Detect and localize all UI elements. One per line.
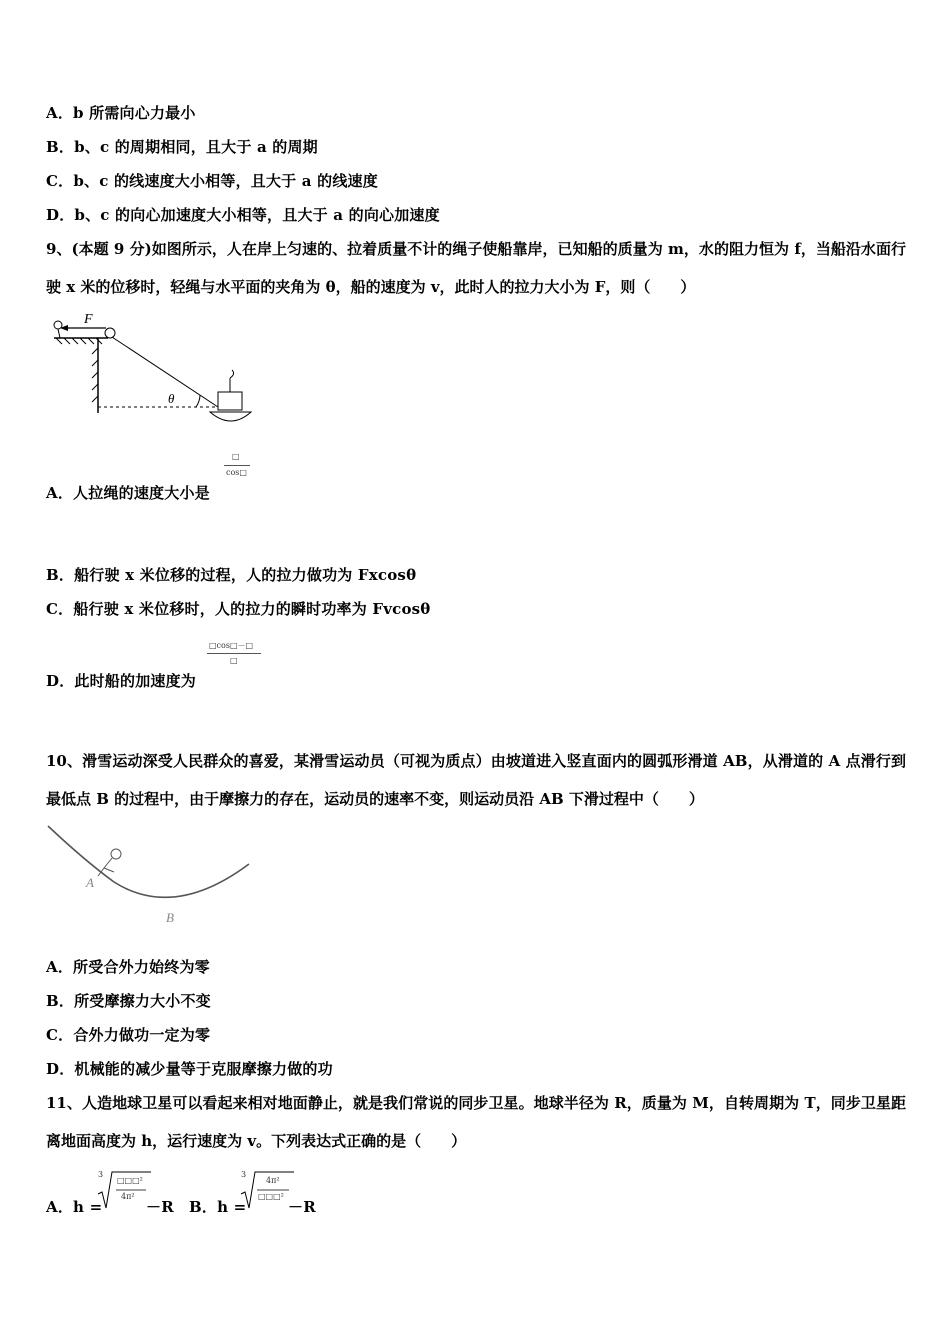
- boat-hull: [210, 412, 251, 421]
- skier-body: [98, 858, 114, 876]
- q9-stem: 9、(本题 9 分)如图所示，人在岸上匀速的、拉着质量不计的绳子使船靠岸，已知船的质量为 m，水的阻力恒为 f，当船沿水面行驶 x 米的位移时，轻绳与水平面的夹角为 θ，船的速度为 v，此时人的拉力大小为 F，则（ ）: [46, 240, 906, 296]
- force-arrowhead: [60, 325, 68, 331]
- q11-b-root-index: 3: [241, 1170, 247, 1179]
- q11-option-a-suffix: －R: [146, 1198, 174, 1216]
- q10-option-d: D．机械能的减少量等于克服摩擦力做的功: [46, 1060, 333, 1078]
- skier-head: [111, 849, 121, 859]
- q11-option-b-suffix: －R: [288, 1198, 316, 1216]
- q11-option-b-prefix: B．h =: [189, 1198, 247, 1216]
- q11-b-den: □□□²: [258, 1192, 284, 1201]
- q10-stem: 10、滑雪运动深受人民群众的喜爱，某滑雪运动员（可视为质点）由坡道进入竖直面内的圆弧形滑道 AB，从滑道的 A 点滑行到最低点 B 的过程中，由于摩擦力的存在，运动员的速率不变，则运动员沿 AB 下滑过程中（ ）: [46, 752, 906, 808]
- q9-option-a: A．人拉绳的速度大小是: [46, 484, 210, 502]
- q11-a-num: □□□²: [117, 1176, 143, 1185]
- q9-a-frac-bar: [224, 465, 250, 466]
- q8-option-d: D．b、c 的向心加速度大小相等，且大于 a 的向心加速度: [46, 206, 440, 224]
- q11-stem: 11、人造地球卫星可以看起来相对地面静止，就是我们常说的同步卫星。地球半径为 R，质量为 M，自转周期为 T，同步卫星距离地面高度为 h，运行速度为 v。下列表达式正确的是（ ）: [46, 1094, 906, 1150]
- q8-option-a: A．b 所需向心力最小: [46, 104, 196, 122]
- boat-flag: [230, 370, 234, 378]
- q9-option-d: D．此时船的加速度为: [46, 672, 197, 690]
- q8-option-c: C．b、c 的线速度大小相等，且大于 a 的线速度: [46, 172, 378, 190]
- q9-option-c: C．船行驶 x 米位移时，人的拉力的瞬时功率为 Fvcosθ: [46, 600, 431, 618]
- q10-slope-figure: [44, 820, 254, 930]
- q10-option-c: C．合外力做功一定为零: [46, 1026, 211, 1044]
- point-b-label: B: [166, 910, 174, 925]
- q8-option-b: B．b、c 的周期相同，且大于 a 的周期: [46, 138, 318, 156]
- boat-cabin: [218, 392, 242, 410]
- rope: [112, 337, 218, 407]
- angle-label: θ: [168, 391, 175, 406]
- point-a-label: A: [86, 875, 94, 890]
- slope-curve: [48, 826, 249, 897]
- q10-option-b: B．所受摩擦力大小不变: [46, 992, 211, 1010]
- q9-option-b: B．船行驶 x 米位移的过程，人的拉力做功为 Fxcosθ: [46, 566, 417, 584]
- q9-a-frac-num: □: [232, 452, 240, 461]
- person-body: [58, 329, 60, 338]
- q11-a-root-index: 3: [98, 1170, 104, 1179]
- q9-boat-figure: [46, 308, 266, 438]
- q9-d-frac-num: □cos□－□: [209, 641, 254, 650]
- angle-arc: [196, 395, 200, 407]
- q9-a-frac-den: cos□: [226, 468, 247, 477]
- wall-hatch: [92, 348, 98, 402]
- pulley: [105, 328, 115, 338]
- q11-option-b-root: [239, 1168, 295, 1212]
- q11-option-a-prefix: A．h =: [46, 1198, 103, 1216]
- q10-option-a: A．所受合外力始终为零: [46, 958, 210, 976]
- q9-d-frac-bar: [207, 653, 261, 654]
- q9-d-frac-den: □: [230, 656, 238, 665]
- q11-option-a-root: [96, 1168, 152, 1212]
- force-label: F: [84, 312, 93, 327]
- ledge-hatch: [56, 338, 102, 344]
- q11-b-num: 4π²: [266, 1176, 280, 1185]
- q11-a-den: 4π²: [121, 1192, 135, 1201]
